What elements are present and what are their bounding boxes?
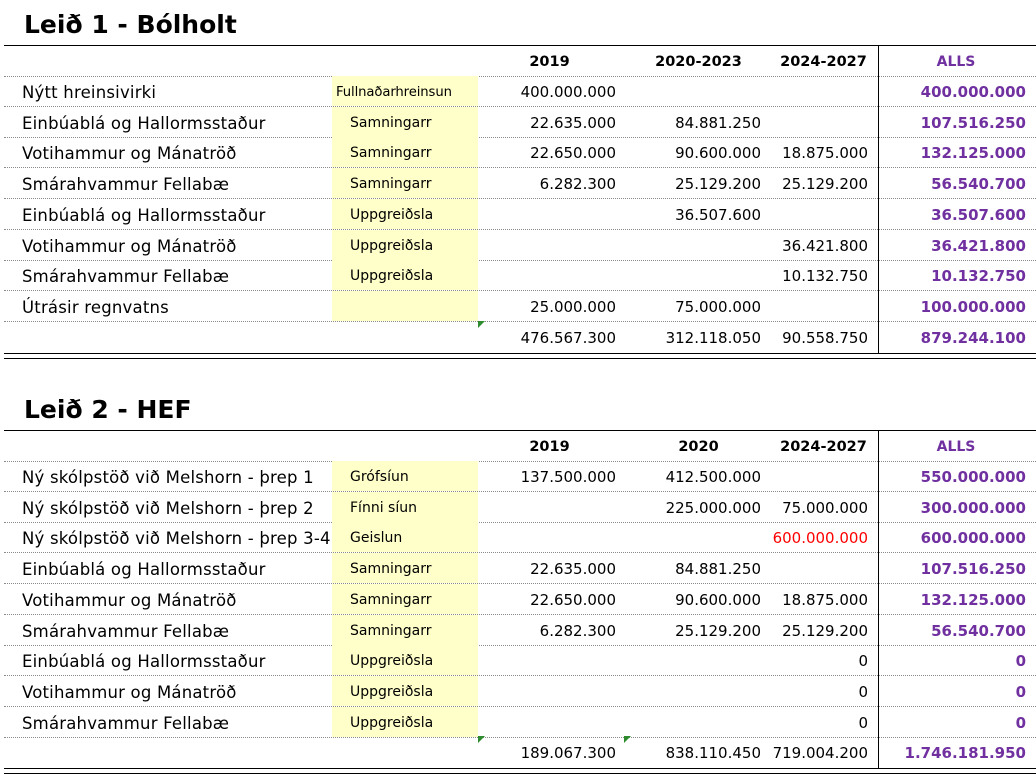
value-2020 (616, 230, 761, 260)
value-2019: 22.635.000 (530, 113, 616, 132)
status-tag-text: Uppgreiðsla (350, 237, 434, 254)
status-tag-text: Uppgreiðsla (350, 206, 434, 223)
status-tag (332, 615, 478, 645)
status-tag (332, 76, 478, 106)
table-row (4, 76, 1036, 107)
header-2024: 2024-2027 (780, 54, 867, 70)
section2-table (4, 430, 1036, 774)
table-row (4, 107, 1036, 138)
value-2020: 75.000.000 (675, 297, 761, 316)
value-2019: 6.282.300 (539, 621, 616, 640)
value-2020: 90.600.000 (675, 590, 761, 609)
value-2019: 22.635.000 (530, 560, 616, 579)
value-2024: 25.129.200 (782, 175, 868, 194)
status-tag-text: Fullnaðarhreinsun (336, 85, 452, 100)
table-row (4, 522, 1036, 553)
table-row (4, 230, 1036, 261)
status-tag-text: Grófsíun (350, 469, 409, 485)
value-total: 100.000.000 (920, 297, 1026, 316)
header-2020: 2020-2023 (655, 54, 742, 70)
status-tag (332, 492, 478, 522)
value-2024 (761, 291, 868, 321)
header-total: ALLS (936, 439, 976, 455)
value-2019: 6.282.300 (539, 175, 616, 194)
value-total: 56.540.700 (931, 175, 1026, 194)
status-tag-text: Samningarr (350, 145, 432, 162)
cell-marker-icon (624, 736, 631, 743)
value-2020: 36.507.600 (675, 205, 761, 224)
row-label: Einbúablá og Hallormsstaður (22, 113, 266, 133)
header-2019: 2019 (529, 54, 570, 70)
totals-row (4, 322, 1036, 352)
table-row (4, 707, 1036, 738)
value-total: 400.000.000 (920, 83, 1026, 101)
value-total: 36.421.800 (931, 236, 1026, 255)
row-label: Votihammur og Mánatröð (22, 682, 237, 702)
header-2019: 2019 (529, 439, 570, 455)
status-tag-text: Uppgreiðsla (350, 714, 434, 731)
value-total: 550.000.000 (920, 468, 1026, 486)
table-row (4, 168, 1036, 199)
row-label: Votihammur og Mánatröð (22, 236, 237, 256)
value-total: 10.132.750 (931, 267, 1026, 286)
row-label: Votihammur og Mánatröð (22, 590, 237, 610)
status-tag (332, 707, 478, 737)
value-2020 (616, 260, 761, 290)
table-row (4, 553, 1036, 584)
row-label: Smárahvammur Fellabæ (22, 713, 230, 733)
value-2024: 25.129.200 (782, 621, 868, 640)
table-row (4, 645, 1036, 676)
status-tag (332, 291, 478, 321)
value-2020: 90.600.000 (675, 144, 761, 163)
value-2020: 84.881.250 (675, 560, 761, 579)
status-tag (332, 522, 478, 552)
double-underline (4, 768, 1036, 774)
status-tag (332, 553, 478, 583)
totals-row (4, 737, 1036, 767)
total-column-divider (878, 430, 879, 768)
value-2024: 18.875.000 (782, 144, 868, 163)
value-2019 (478, 199, 616, 229)
value-2020: 25.129.200 (675, 621, 761, 640)
status-tag (332, 137, 478, 167)
header-row (4, 45, 1036, 77)
value-2020 (616, 76, 761, 106)
value-total: 0 (1015, 682, 1026, 701)
value-2024: 600.000.000 (772, 529, 868, 548)
cell-marker-icon (478, 736, 485, 743)
value-total: 600.000.000 (920, 529, 1026, 548)
row-label: Ný skólpstöð við Melshorn - þrep 2 (22, 498, 314, 518)
value-2020: 225.000.000 (665, 498, 761, 517)
status-tag-text: Uppgreiðsla (350, 683, 434, 700)
status-tag-text: Geislun (350, 530, 403, 547)
status-tag-text: Samningarr (350, 176, 432, 193)
value-2019 (478, 522, 616, 552)
double-underline (4, 353, 1036, 359)
status-tag (332, 260, 478, 290)
value-2020 (616, 707, 761, 737)
value-2024: 0 (858, 682, 868, 701)
value-2019: 137.500.000 (520, 468, 616, 486)
table-row (4, 291, 1036, 322)
value-2020 (616, 676, 761, 706)
status-tag-text: Samningarr (350, 561, 432, 578)
status-tag (332, 461, 478, 491)
row-label: Nýtt hreinsivirki (22, 83, 157, 102)
section1-title: Leið 1 - Bólholt (24, 10, 237, 39)
value-2019 (478, 645, 616, 675)
status-tag (332, 645, 478, 675)
row-label: Einbúablá og Hallormsstaður (22, 205, 266, 225)
total-2024: 90.558.750 (782, 328, 868, 347)
value-total: 0 (1015, 713, 1026, 732)
row-label: Einbúablá og Hallormsstaður (22, 652, 266, 672)
value-2019: 25.000.000 (530, 297, 616, 316)
value-2019: 400.000.000 (520, 83, 616, 101)
value-2024 (761, 461, 868, 491)
total-column-divider (878, 45, 879, 353)
value-2020 (616, 645, 761, 675)
status-tag (332, 230, 478, 260)
value-2024: 75.000.000 (782, 498, 868, 517)
value-2024: 10.132.750 (782, 267, 868, 286)
table-row (4, 676, 1036, 707)
value-total: 300.000.000 (920, 498, 1026, 517)
row-label: Ný skólpstöð við Melshorn - þrep 3-4 (22, 529, 331, 549)
total-2020: 838.110.450 (665, 744, 761, 763)
value-2024 (761, 107, 868, 137)
status-tag (332, 107, 478, 137)
row-label: Smárahvammur Fellabæ (22, 621, 230, 641)
total-2020: 312.118.050 (665, 328, 761, 347)
row-label: Einbúablá og Hallormsstaður (22, 560, 266, 580)
value-total: 132.125.000 (920, 590, 1026, 609)
value-2019: 22.650.000 (530, 144, 616, 163)
value-2019 (478, 707, 616, 737)
table-row (4, 461, 1036, 492)
value-total: 107.516.250 (920, 113, 1026, 132)
total-all: 1.746.181.950 (904, 744, 1026, 763)
total-2019: 189.067.300 (520, 744, 616, 763)
value-2024 (761, 76, 868, 106)
value-2020 (616, 522, 761, 552)
status-tag (332, 199, 478, 229)
table-row (4, 137, 1036, 168)
status-tag-text: Samningarr (350, 114, 432, 131)
row-label: Smárahvammur Fellabæ (22, 175, 230, 195)
table-row (4, 615, 1036, 646)
value-2024: 0 (858, 652, 868, 671)
status-tag (332, 168, 478, 198)
cell-marker-icon (478, 321, 485, 328)
status-tag-text: Samningarr (350, 622, 432, 639)
value-2020: 412.500.000 (665, 468, 761, 486)
value-total: 132.125.000 (920, 144, 1026, 163)
value-total: 56.540.700 (931, 621, 1026, 640)
row-label: Smárahvammur Fellabæ (22, 267, 230, 287)
total-all: 879.244.100 (920, 328, 1026, 347)
value-2020: 84.881.250 (675, 113, 761, 132)
header-2020: 2020 (678, 439, 719, 455)
status-tag-text: Uppgreiðsla (350, 268, 434, 285)
value-2019 (478, 492, 616, 522)
status-tag (332, 584, 478, 614)
status-tag-text: Uppgreiðsla (350, 653, 434, 670)
status-tag (332, 676, 478, 706)
table-row (4, 199, 1036, 230)
table-row (4, 584, 1036, 615)
value-total: 36.507.600 (931, 205, 1026, 224)
section1-table (4, 45, 1036, 357)
row-label: Útrásir regnvatns (22, 297, 169, 317)
total-2024: 719.004.200 (772, 744, 868, 763)
status-tag-text: Fínni síun (350, 499, 417, 516)
total-2019: 476.567.300 (520, 328, 616, 347)
value-2019 (478, 260, 616, 290)
row-label: Votihammur og Mánatröð (22, 144, 237, 164)
value-2024: 36.421.800 (782, 236, 868, 255)
section2-title: Leið 2 - HEF (24, 395, 192, 424)
header-row (4, 430, 1036, 462)
value-2019: 22.650.000 (530, 590, 616, 609)
table-row (4, 492, 1036, 523)
value-2024: 18.875.000 (782, 590, 868, 609)
value-total: 0 (1015, 652, 1026, 671)
row-label: Ný skólpstöð við Melshorn - þrep 1 (22, 468, 314, 487)
value-2024 (761, 199, 868, 229)
value-2020: 25.129.200 (675, 175, 761, 194)
value-2019 (478, 676, 616, 706)
value-2024 (761, 553, 868, 583)
header-2024: 2024-2027 (780, 439, 867, 455)
status-tag-text: Samningarr (350, 591, 432, 608)
value-total: 107.516.250 (920, 560, 1026, 579)
header-total: ALLS (936, 54, 976, 70)
table-row (4, 260, 1036, 291)
value-2019 (478, 230, 616, 260)
value-2024: 0 (858, 713, 868, 732)
